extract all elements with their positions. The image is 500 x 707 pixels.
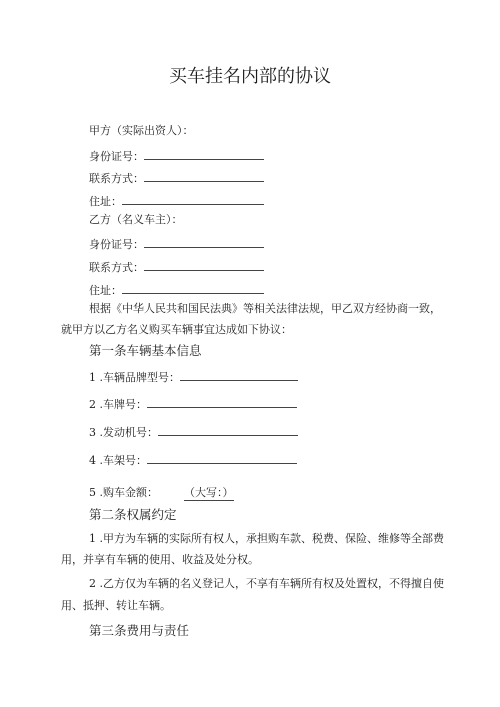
item-label: .购车金额： — [99, 486, 158, 499]
article-1-item-2 — [89, 396, 297, 412]
party-a-contact-blank[interactable] — [144, 170, 264, 182]
article-1-item-4 — [89, 452, 297, 468]
item-label: .车架号： — [99, 454, 147, 467]
party-a-id-label: 身份证号： — [89, 150, 144, 163]
party-b-contact-blank[interactable] — [144, 259, 264, 271]
party-a-label: 甲方（实际出资人）： — [89, 124, 194, 137]
article-2-item-2-line-1: 2 .乙方仅为车辆的名义登记人，不享有车辆所有权及处置权，不得擅自使 — [89, 577, 444, 590]
preamble-line-2: 就甲方以乙方名义购买车辆事宜达成如下协议： — [61, 323, 292, 336]
party-b-address-blank[interactable] — [122, 282, 264, 294]
party-b-address-label: 住址： — [89, 284, 122, 297]
engine-number-blank[interactable] — [158, 424, 298, 436]
item-label: .发动机号： — [99, 426, 158, 439]
item-label: .车辆品牌型号： — [99, 371, 180, 384]
party-b-contact-label: 联系方式： — [89, 261, 144, 274]
article-2-item-1-line-1: 1 .甲方为车辆的实际所有权人，承担购车款、税费、保险、维修等全部费 — [89, 532, 444, 545]
item-number: 1 — [89, 371, 96, 384]
vin-blank[interactable] — [147, 452, 297, 464]
party-a-address-row — [89, 193, 264, 209]
article-1-item-1 — [89, 369, 298, 385]
party-a-address-label: 住址： — [89, 195, 122, 208]
party-b-address-row — [89, 282, 264, 298]
item-number: 5 — [89, 486, 96, 499]
party-a-id-blank[interactable] — [144, 148, 264, 160]
party-b-id-row — [89, 236, 264, 252]
brand-model-blank[interactable] — [180, 369, 298, 381]
article-2-item-1-line-2: 用，并享有车辆的使用、收益及处分权。 — [61, 553, 259, 566]
article-2-item-2-line-2: 用、抵押、转让车辆。 — [61, 599, 171, 612]
party-a-contact-row — [89, 170, 264, 186]
item-number: 4 — [89, 454, 96, 467]
party-b-contact-row — [89, 259, 264, 275]
article-3-heading: 第三条费用与责任 — [89, 623, 190, 638]
preamble-line-1: 根据《中华人民共和国民法典》等相关法律法规，甲乙双方经协商一致， — [89, 302, 441, 315]
item-number: 2 — [89, 398, 96, 411]
item-label: .车牌号： — [99, 398, 147, 411]
price-uppercase-field[interactable]: （大写：） — [184, 486, 234, 499]
article-2-heading: 第二条权属约定 — [89, 507, 177, 522]
plate-number-blank[interactable] — [147, 396, 297, 408]
party-b-id-blank[interactable] — [144, 236, 264, 248]
item-number: 3 — [89, 426, 96, 439]
party-b-id-label: 身份证号： — [89, 238, 144, 251]
document-title: 买车挂名内部的协议 — [169, 66, 331, 87]
article-1-heading: 第一条车辆基本信息 — [89, 343, 202, 358]
party-b-label: 乙方（名义车主）： — [89, 213, 183, 226]
party-a-id-row — [89, 148, 264, 164]
party-a-contact-label: 联系方式： — [89, 172, 144, 185]
party-a-address-blank[interactable] — [122, 193, 264, 205]
article-1-item-3 — [89, 424, 298, 440]
article-1-item-5 — [89, 486, 234, 501]
